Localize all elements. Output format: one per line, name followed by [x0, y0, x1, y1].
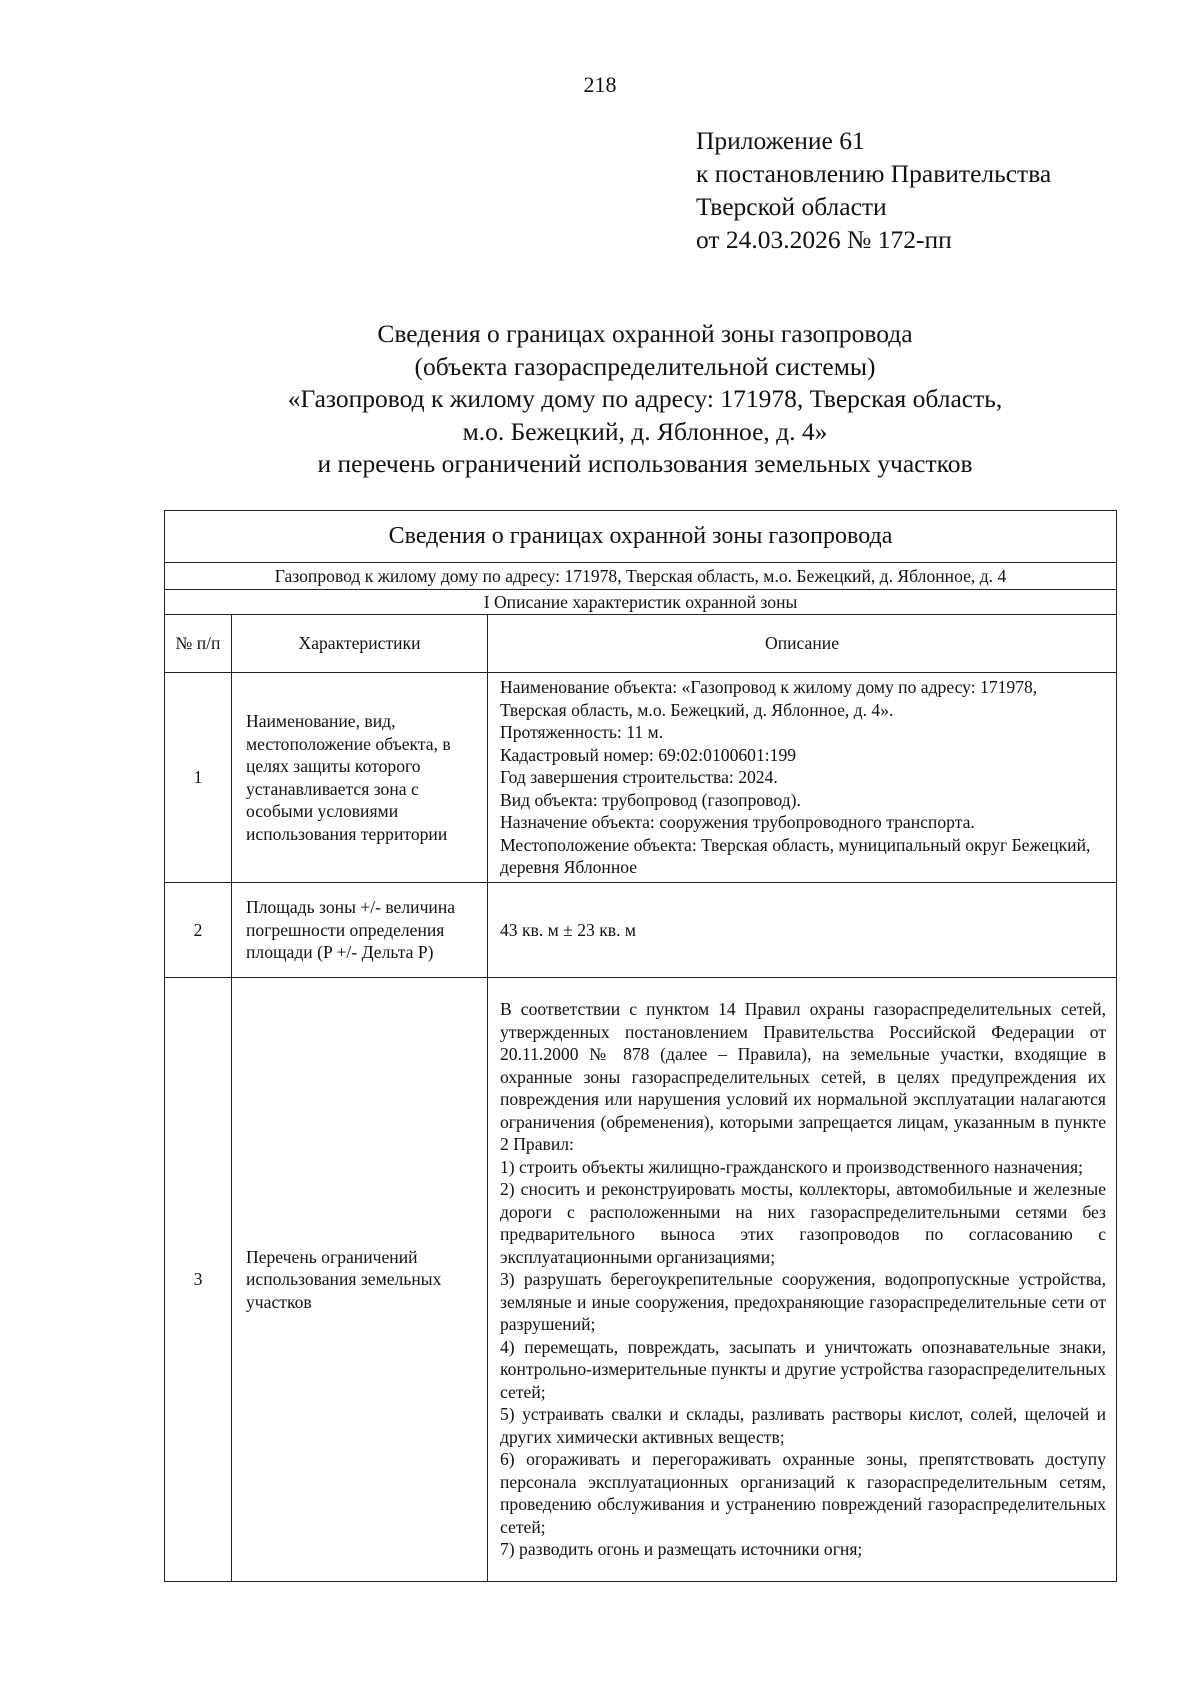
title-line: м.о. Бежецкий, д. Яблонное, д. 4»: [462, 416, 828, 446]
table-row: [165, 673, 1117, 883]
table-row: [165, 978, 1117, 1582]
description-line: Вид объекта: трубопровод (газопровод).: [500, 789, 801, 810]
description-line: Год завершения строительства: 2024.: [500, 767, 778, 788]
description-line: Кадастровый номер: 69:02:0100601:199: [500, 744, 797, 765]
appendix-line: к постановлению Правительства: [696, 159, 1052, 188]
appendix-line: Тверской области: [696, 192, 887, 221]
description-line: Местоположение объекта: Тверская область, муниципальный округ Бежецкий, деревня Яблонное: [500, 834, 1091, 878]
row-number: 2: [165, 883, 232, 978]
object-name-row: Газопровод к жилому дому по адресу: 171978, Тверская область, м.о. Бежецкий, д. Яблонное, д. 4: [165, 563, 1117, 590]
title-line: (объекта газораспределительной системы): [414, 351, 876, 381]
appendix-line: от 24.03.2026 № 172-пп: [696, 225, 952, 254]
row-description: [488, 673, 1117, 883]
column-header-characteristics: Характеристики: [232, 615, 488, 673]
restriction-item: 7) разводить огонь и размещать источники огня;: [500, 1539, 863, 1560]
title-line: «Газопровод к жилому дому по адресу: 171978, Тверская область,: [287, 384, 1003, 413]
title-line: и перечень ограничений использования земельных участков: [317, 449, 973, 478]
restriction-item: 2) сносить и реконструировать мосты, коллекторы, автомобильные и железные дороги с расположенными на них газораспределительными сетями без предварительного выноса этих газопроводов по согласованию с эксплуатационными организациями;: [500, 1179, 1107, 1267]
row-characteristic: Перечень ограничений использования земельных участков: [232, 978, 488, 1582]
page-number: 218: [583, 72, 617, 97]
table-row: [165, 883, 1117, 978]
row-number: 3: [165, 978, 232, 1582]
row-description: [488, 978, 1117, 1582]
restriction-item: 1) строить объекты жилищно-гражданского и производственного назначения;: [500, 1156, 1083, 1177]
restriction-item: 4) перемещать, повреждать, засыпать и уничтожать опознавательные знаки, контрольно-измерительные пункты и другие устройства газораспределительных сетей;: [500, 1336, 1107, 1402]
section-title: I Описание характеристик охранной зоны: [165, 590, 1117, 615]
row-value: 43 кв. м ± 23 кв. м: [488, 883, 1117, 978]
column-header-num: № п/п: [165, 615, 232, 673]
row-characteristic: Площадь зоны +/- величина погрешности определения площади (P +/- Дельта P): [232, 883, 488, 978]
restriction-intro: В соответствии с пунктом 14 Правил охраны газораспределительных сетей, утвержденных постановлением Правительства Российской Федерации от 20.11.2000 № 878 (далее – Правила), на земельные участки, входящие в охранные зоны газораспределительных сетей, в целях предупреждения их повреждения или нарушения условий их нормальной эксплуатации налагаются ограничения (обременения), которыми запрещается лицам, указанным в пункте 2 Правил:: [500, 999, 1107, 1155]
description-line: Назначение объекта: сооружения трубопроводного транспорта.: [500, 812, 975, 833]
row-characteristic: Наименование, вид, местоположение объекта, в целях защиты которого устанавливается зона с особыми условиями использования территории: [232, 673, 488, 883]
column-header-row: [165, 615, 1117, 673]
appendix-line: Приложение 61: [696, 126, 865, 155]
document-title: [0, 318, 1200, 481]
description-line: Наименование объекта: «Газопровод к жилому дому по адресу: 171978, Тверская область, м.о. Бежецкий, д. Яблонное, д. 4».: [500, 677, 1038, 720]
column-header-description: Описание: [488, 615, 1117, 673]
row-number: 1: [165, 673, 232, 883]
restriction-item: 6) огораживать и перегораживать охранные зоны, препятствовать доступу персонала эксплуатационных организаций к газораспределительным сетям, проведению обслуживания и устранению повреждений газораспределительных сетей;: [500, 1449, 1107, 1537]
title-line: Сведения о границах охранной зоны газопровода: [377, 319, 913, 348]
table-heading: Сведения о границах охранной зоны газопровода: [165, 511, 1117, 563]
restriction-item: 5) устраивать свалки и склады, разливать растворы кислот, солей, щелочей и других химически активных веществ;: [500, 1404, 1107, 1447]
restriction-item: 3) разрушать берегоукрепительные сооружения, водопропускные устройства, земляные и иные сооружения, предохраняющие газораспределительные сети от разрушений;: [500, 1269, 1107, 1335]
description-line: Протяженность: 11 м.: [500, 722, 664, 743]
appendix-block: [696, 124, 1051, 256]
zone-table: [164, 510, 1117, 1582]
